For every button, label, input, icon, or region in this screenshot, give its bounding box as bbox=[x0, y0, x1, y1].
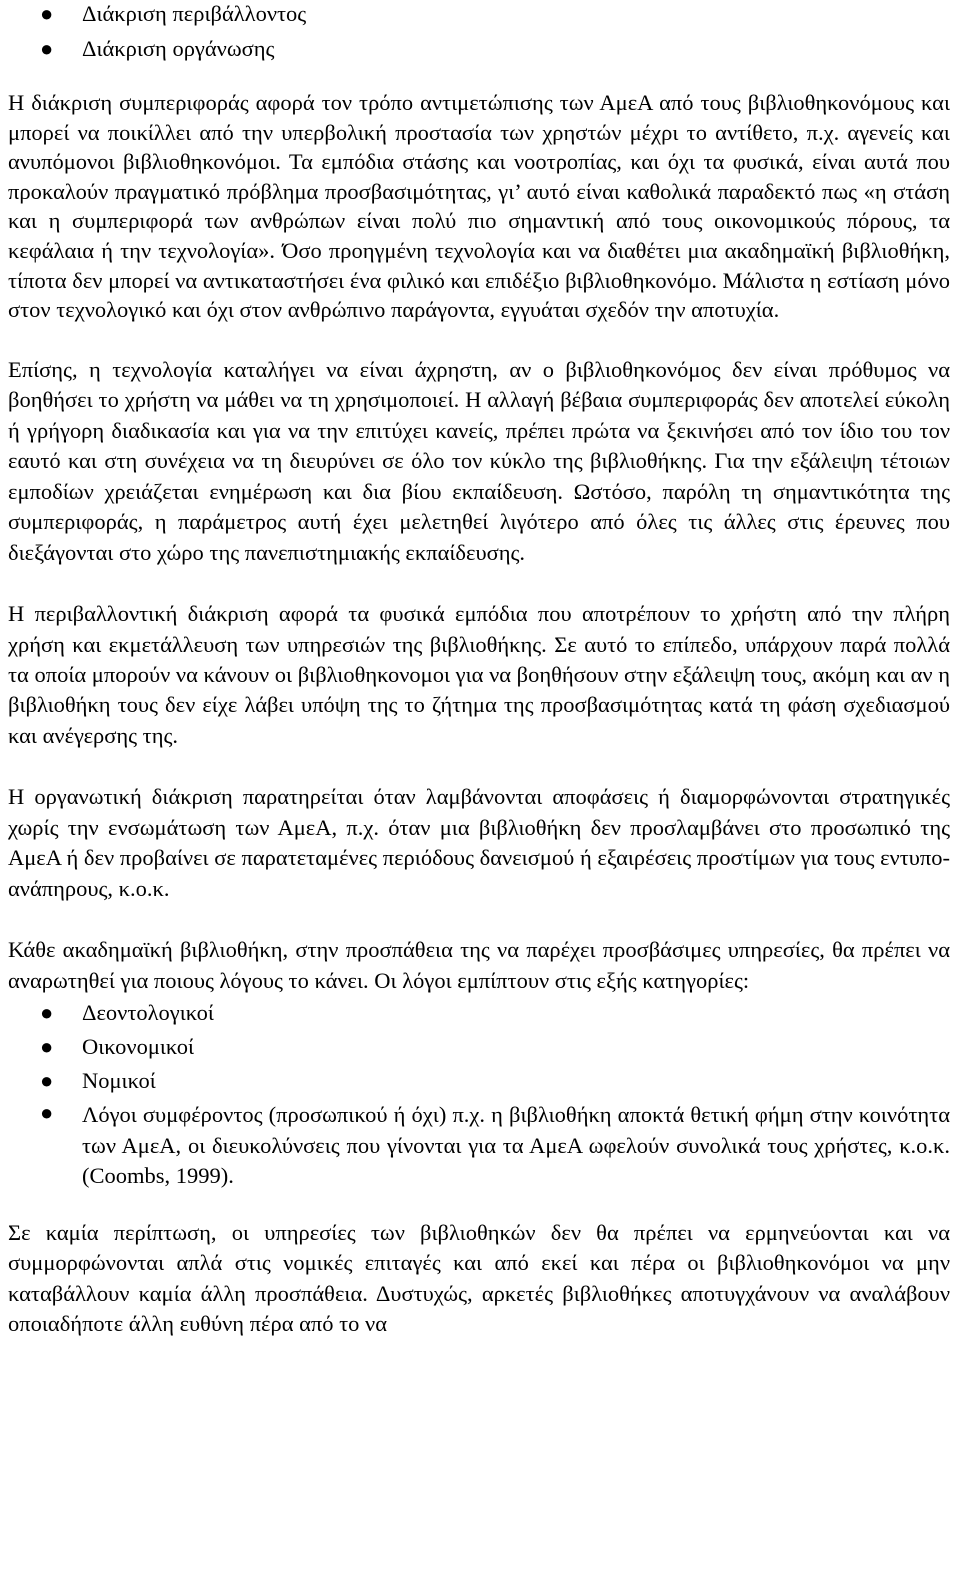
bullet-icon: ● bbox=[40, 1000, 54, 1026]
list-item-text: Οικονομικοί bbox=[82, 1034, 195, 1060]
list-item bbox=[8, 0, 950, 32]
list-item-text: Διάκριση οργάνωσης bbox=[82, 35, 275, 61]
paragraph-organizational-discrimination: Η οργανωτική διάκριση παρατηρείται όταν λαμβάνονται αποφάσεις ή διαμορφώνονται στρατηγικές χωρίς την ενσωμάτωση των ΑμεΑ, π.χ. όταν μια βιβλιοθήκη δεν προσλαμβάνει στο προσωπικό της ΑμεΑ ή δεν προβαίνει σε παρατεταμένες περιόδους δανεισμού ή εξαιρέσεις προστίμων για τους εντυπο-ανάπηρους, κ.ο.κ. bbox=[8, 784, 950, 901]
bullet-icon: ● bbox=[40, 1068, 54, 1094]
paragraph-behavioral-discrimination: Η διάκριση συμπεριφοράς αφορά τον τρόπο αντιμετώπισης των ΑμεΑ από τους βιβλιοθηκονόμους και μπορεί να ποικίλλει από την υπερβολική προστασία των χρηστών μέχρι το αντίθετο, π.χ. αγενείς και ανυπόμονοι βιβλιοθηκονόμοι. Τα εμπόδια στάσης και νοοτροπίας, και όχι τα φυσικά, είναι αυτά που προκαλούν πραγματικό πρόβλημα προσβασιμότητας, γι’ αυτό είναι καθολικά παραδεκτό πως «η στάση και η συμπεριφορά των ανθρώπων είναι πολύ πιο σημαντική από τους οικονομικούς πόρους, τα κεφάλαια ή την τεχνολογία». Όσο προηγμένη τεχνολογία και να διαθέτει μια ακαδημαϊκή βιβλιοθήκη, τίποτα δεν μπορεί να αντικαταστήσει ένα φιλικό και επιδέξιο βιβλιοθηκονόμο. Μάλιστα η εστίαση μόνο στον τεχνολογικό και όχι στον ανθρώπινο παράγοντα, εγγυάται σχεδόν την αποτυχία. bbox=[8, 90, 950, 323]
bullet-icon: ● bbox=[40, 1100, 54, 1126]
list-item bbox=[8, 32, 950, 67]
paragraph-environmental-discrimination: Η περιβαλλοντική διάκριση αφορά τα φυσικά εμπόδια που αποτρέπουν το χρήστη από την πλήρη χρήση και εκμετάλλευση των υπηρεσιών της βιβλιοθήκης. Σε αυτό το επίπεδο, υπάρχουν παρά πολλά τα οποία μπορούν να κάνουν οι βιβλιοθηκονομοι για να βοηθήσουν στην εξάλειψη τους, ακόμη και αν η βιβλιοθήκη τους δεν είχε λάβει υπόψη της το ζήτημα της προσβασιμότητας κατά τη φάση σχεδιασμού και ανέγερσης της. bbox=[8, 601, 950, 748]
list-item-text: Δεοντολογικοί bbox=[82, 1000, 214, 1026]
list-item bbox=[8, 1030, 950, 1064]
list-item-text: Λόγοι συμφέροντος (προσωπικού ή όχι) π.χ. η βιβλιοθήκη αποκτά θετική φήμη στην κοινότητα των ΑμεΑ, οι διευκολύνσεις που γίνονται για τα ΑμεΑ ωφελούν συνολικά τους χρήστες, κ.ο.κ. (Coombs, 1999). bbox=[82, 1102, 950, 1189]
bullet-icon: ● bbox=[40, 35, 54, 61]
paragraph-reasons-intro: Κάθε ακαδημαϊκή βιβλιοθήκη, στην προσπάθεια της να παρέχει προσβάσιμες υπηρεσίες, θα πρέπει να αναρωτηθεί για ποιους λόγους το κάνει. Οι λόγοι εμπίπτουν στις εξής κατηγορίες: bbox=[8, 937, 950, 993]
reasons-list bbox=[8, 996, 950, 1192]
list-item-text: Νομικοί bbox=[82, 1068, 156, 1094]
paragraph-technology-attitude: Επίσης, η τεχνολογία καταλήγει να είναι άχρηστη, αν ο βιβλιοθηκονόμος δεν είναι πρόθυμος να βοηθήσει το χρήστη να μάθει να τη χρησιμοποιεί. Η αλλαγή βέβαια συμπεριφοράς δεν αποτελεί εύκολη ή γρήγορη διαδικασία και για να την επιτύχει κανείς, πρέπει πρώτα να ξεκινήσει από τον ίδιο του τον εαυτό και στη συνέχεια να τη διευρύνει σε όλο τον κύκλο της βιβλιοθήκης. Για την εξάλειψη τέτοιων εμποδίων χρειάζεται ενημέρωση και δια βίου εκπαίδευση. Ωστόσο, παρόλη τη σημαντικότητα της συμπεριφοράς, η παράμετρος αυτή έχει μελετηθεί λιγότερο από όλες τις άλλες στις έρευνες που διεξάγονται στο χώρο της πανεπιστημιακής εκπαίδευσης. bbox=[8, 356, 950, 565]
list-item bbox=[8, 1064, 950, 1098]
bullet-icon: ● bbox=[40, 1034, 54, 1060]
list-item bbox=[8, 1098, 950, 1192]
list-item bbox=[8, 996, 950, 1030]
discrimination-types-list bbox=[8, 0, 950, 66]
bullet-icon: ● bbox=[40, 1, 54, 26]
list-item-text: Διάκριση περιβάλλοντος bbox=[82, 1, 307, 26]
paragraph-legal-compliance: Σε καμία περίπτωση, οι υπηρεσίες των βιβλιοθηκών δεν θα πρέπει να ερμηνεύονται και να συμμορφώνονται απλά στις νομικές επιταγές και από εκεί και πέρα οι βιβλιοθηκονόμοι να μην καταβάλλουν καμία άλλη προσπάθεια. Δυστυχώς, αρκετές βιβλιοθήκες αποτυγχάνουν να αναλάβουν οποιαδήποτε άλλη ευθύνη πέρα από το να bbox=[8, 1219, 950, 1337]
